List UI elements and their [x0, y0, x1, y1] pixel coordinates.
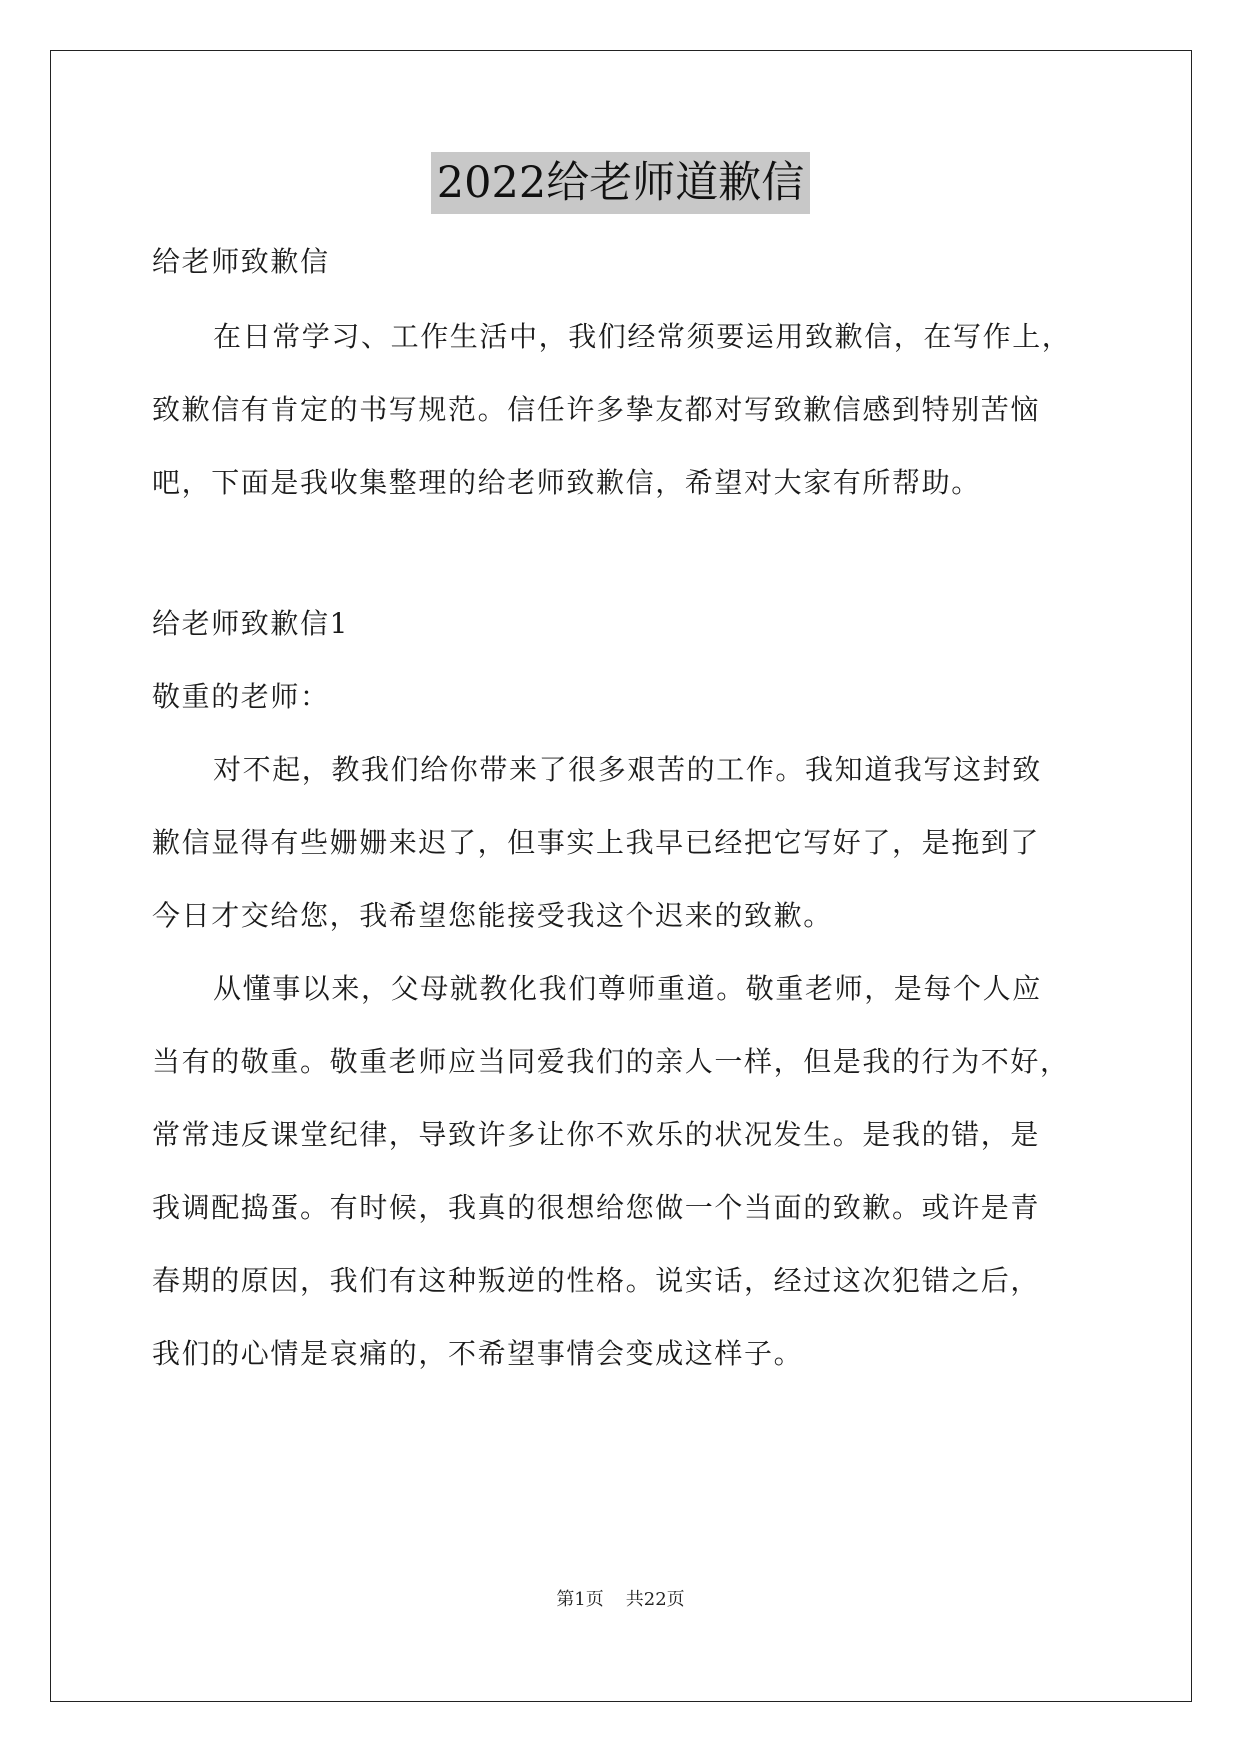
page-border	[50, 50, 1192, 1702]
page-footer	[0, 1588, 1241, 1612]
paragraph-line: 吧，下面是我收集整理的给老师致歉信，希望对大家有所帮助。	[152, 466, 981, 499]
document-title: 2022给老师道歉信	[431, 152, 810, 214]
paragraph-line: 从懂事以来，父母就教化我们尊师重道。敬重老师，是每个人应	[213, 972, 1042, 1005]
paragraph-line: 我们的心情是哀痛的，不希望事情会变成这样子。	[152, 1337, 804, 1370]
letter-salutation: 敬重的老师：	[152, 680, 330, 713]
letter-heading: 给老师致歉信1	[152, 607, 350, 640]
section-heading: 给老师致歉信	[152, 245, 330, 278]
title-container	[0, 152, 1241, 214]
paragraph-line: 致歉信有肯定的书写规范。信任许多挚友都对写致歉信感到特别苦恼	[152, 393, 1041, 426]
page-total: 共22页	[625, 1589, 685, 1610]
paragraph-line: 歉信显得有些姗姗来迟了，但事实上我早已经把它写好了，是拖到了	[152, 826, 1041, 859]
paragraph-line: 对不起，教我们给你带来了很多艰苦的工作。我知道我写这封致	[213, 753, 1042, 786]
paragraph-line: 常常违反课堂纪律，导致许多让你不欢乐的状况发生。是我的错，是	[152, 1118, 1041, 1151]
paragraph-line: 今日才交给您，我希望您能接受我这个迟来的致歉。	[152, 899, 833, 932]
paragraph-line: 我调配捣蛋。有时候，我真的很想给您做一个当面的致歉。或许是青	[152, 1191, 1041, 1224]
paragraph-line: 当有的敬重。敬重老师应当同爱我们的亲人一样，但是我的行为不好，	[152, 1045, 1070, 1078]
paragraph-line: 春期的原因，我们有这种叛逆的性格。说实话，经过这次犯错之后，	[152, 1264, 1041, 1297]
page-number: 第1页	[556, 1589, 604, 1610]
paragraph-line: 在日常学习、工作生活中，我们经常须要运用致歉信，在写作上，	[213, 320, 1072, 353]
